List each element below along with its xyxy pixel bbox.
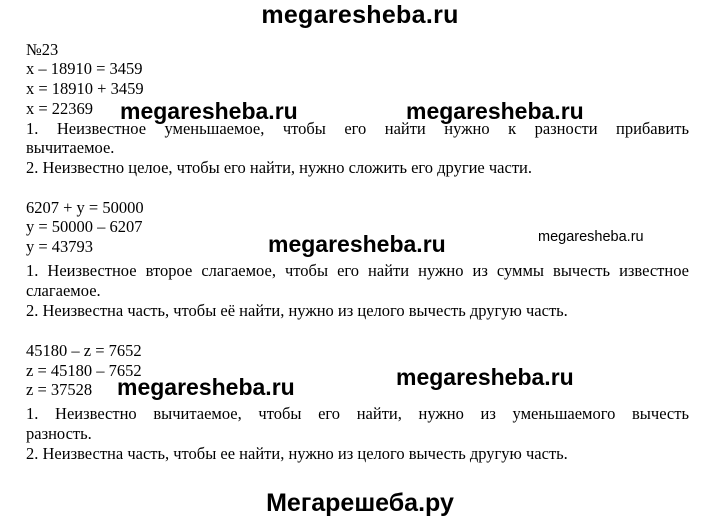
equation-line: 6207 + y = 50000 (26, 198, 144, 217)
watermark: megaresheba.ru (406, 98, 584, 124)
watermark: megaresheba.ru (117, 374, 295, 400)
equation-result: x = 22369 (26, 99, 94, 118)
rule-text: 2. Неизвестна часть, чтобы ее найти, нужно из целого вычесть другую часть. (26, 444, 568, 463)
watermark: megaresheba.ru (396, 364, 574, 390)
watermark: megaresheba.ru (120, 98, 298, 124)
rule-text: 2. Неизвестна часть, чтобы её найти, нужно из целого вычесть другую часть. (26, 301, 568, 320)
equation-result: y = 43793 (26, 237, 94, 256)
rule-text-continuation: вычитаемое. (26, 138, 115, 157)
equation-line: z = 45180 – 7652 (26, 361, 142, 380)
task-number: №23 (26, 40, 59, 59)
rule-text: 1. Неизвестно вычитаемое, чтобы его найти, нужно из уменьшаемого вычесть (26, 404, 689, 423)
rule-text-continuation: слагаемое. (26, 281, 101, 300)
equation-line: x = 18910 + 3459 (26, 79, 144, 98)
equation-line: x – 18910 = 3459 (26, 59, 143, 78)
rule-text-continuation: разность. (26, 424, 92, 443)
rule-text: 1. Неизвестное второе слагаемое, чтобы его найти нужно из суммы вычесть известное (26, 261, 689, 280)
equation-line: 45180 – z = 7652 (26, 341, 142, 360)
watermark: megaresheba.ru (268, 231, 446, 257)
rule-text: 2. Неизвестно целое, чтобы его найти, нужно сложить его другие части. (26, 158, 532, 177)
equation-line: y = 50000 – 6207 (26, 217, 143, 236)
rule-text: 1. Неизвестное уменьшаемое, чтобы его найти нужно к разности прибавить (26, 119, 689, 138)
watermark: megaresheba.ru (538, 229, 644, 245)
site-footer: Мегарешеба.ру (266, 489, 454, 517)
site-header: megaresheba.ru (261, 1, 459, 29)
equation-result: z = 37528 (26, 380, 93, 399)
